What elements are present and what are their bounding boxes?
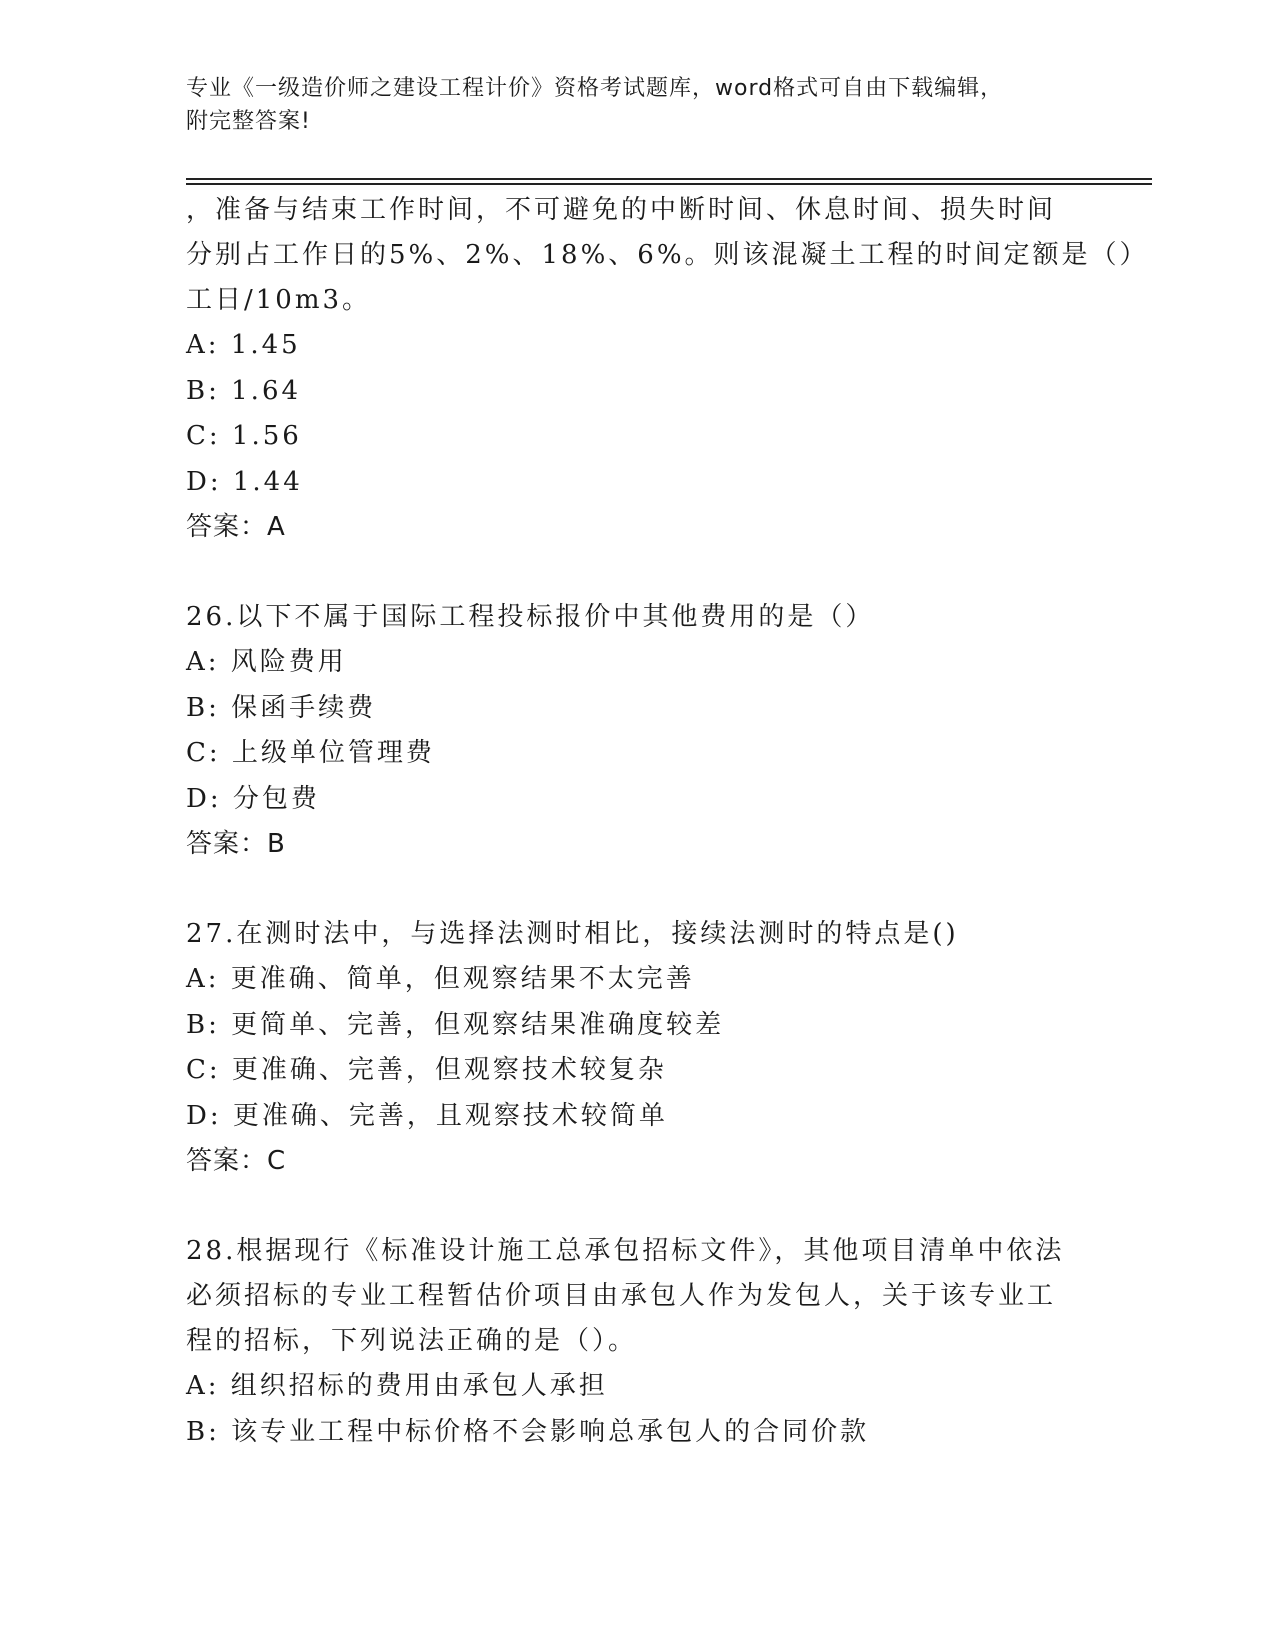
option-a: A: 风险费用 — [186, 647, 347, 677]
option-b: B: 保函手续费 — [186, 692, 377, 723]
option-c: C: 1.56 — [186, 421, 302, 451]
header-line-2: 附完整答案! — [186, 109, 311, 134]
header-rule-top — [186, 178, 1152, 180]
option-a: A: 1.45 — [186, 330, 301, 360]
question-stem-line: 分别占工作日的5%、2%、18%、6%。则该混凝土工程的时间定额是（） — [186, 240, 1149, 270]
option-c: C: 更准确、完善，但观察技术较复杂 — [186, 1055, 667, 1085]
header-rule-bottom — [186, 183, 1152, 185]
question-stem-line: 必须招标的专业工程暂估价项目由承包人作为发包人，关于该专业工 — [186, 1281, 1057, 1311]
question-26 — [186, 595, 1086, 867]
question-25 — [186, 188, 1149, 550]
answer: 答案：C — [186, 1146, 287, 1176]
question-stem-line: 27.在测时法中，与选择法测时相比，接续法测时的特点是() — [186, 919, 959, 949]
answer: 答案：B — [186, 829, 286, 859]
spacer — [186, 550, 1086, 595]
option-d: D: 1.44 — [186, 466, 303, 497]
page-header — [186, 72, 1086, 138]
question-stem-line: ，准备与结束工作时间，不可避免的中断时间、休息时间、损失时间 — [186, 195, 1057, 225]
option-a: A: 组织招标的费用由承包人承担 — [186, 1371, 608, 1401]
option-a: A: 更准确、简单，但观察结果不太完善 — [186, 964, 695, 994]
option-b: B: 1.64 — [186, 375, 302, 406]
option-b: B: 更简单、完善，但观察结果准确度较差 — [186, 1009, 725, 1040]
answer: 答案：A — [186, 512, 286, 542]
option-d: D: 分包费 — [186, 783, 320, 814]
question-stem-line: 程的招标，下列说法正确的是（）。 — [186, 1326, 638, 1356]
option-d: D: 更准确、完善，且观察技术较简单 — [186, 1100, 668, 1131]
spacer — [186, 1184, 1086, 1229]
question-stem-line: 28.根据现行《标准设计施工总承包招标文件》，其他项目清单中依法 — [186, 1236, 1065, 1266]
header-line-1: 专业《一级造价师之建设工程计价》资格考试题库，word格式可自由下载编辑， — [186, 76, 1004, 101]
question-27 — [186, 912, 1086, 1184]
question-stem-line: 工日/10m3。 — [186, 285, 372, 315]
option-c: C: 上级单位管理费 — [186, 738, 435, 768]
question-stem-line: 26.以下不属于国际工程投标报价中其他费用的是（） — [186, 602, 875, 632]
question-28 — [186, 1229, 1086, 1455]
question-content — [186, 188, 1149, 1455]
spacer — [186, 867, 1086, 912]
option-b: B: 该专业工程中标价格不会影响总承包人的合同价款 — [186, 1416, 870, 1447]
